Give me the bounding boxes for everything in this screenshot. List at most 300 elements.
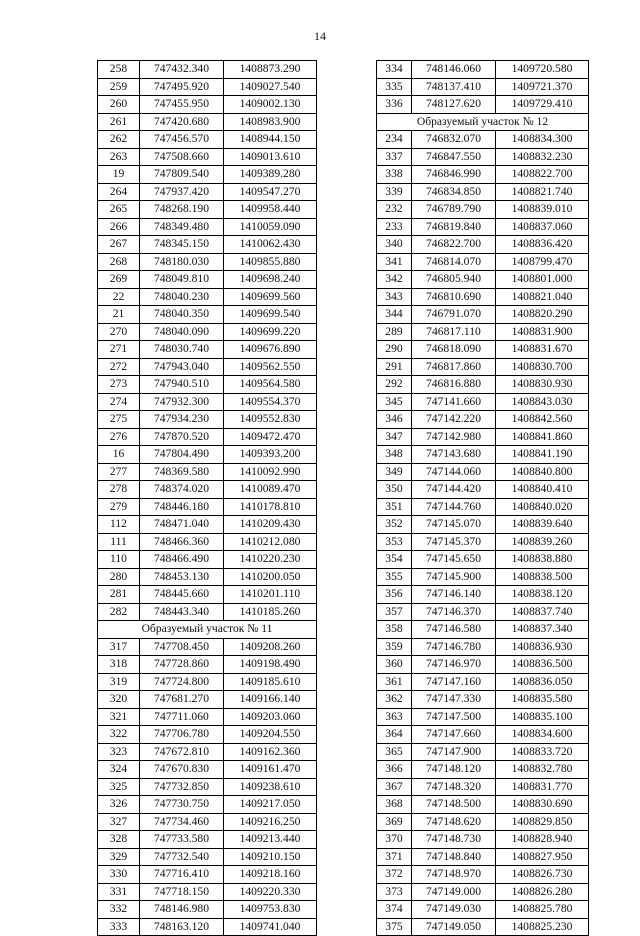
point-number-cell: 356 bbox=[377, 586, 412, 604]
x-coordinate-cell: 747142.980 bbox=[412, 428, 496, 446]
table-row bbox=[98, 463, 317, 481]
table-row bbox=[377, 288, 589, 306]
table-row bbox=[377, 201, 589, 219]
table-row bbox=[377, 638, 589, 656]
point-number-cell: 323 bbox=[98, 743, 140, 761]
table-row bbox=[98, 533, 317, 551]
point-number-cell: 319 bbox=[98, 673, 140, 691]
table-row bbox=[377, 236, 589, 254]
y-coordinate-cell: 1410092.990 bbox=[224, 463, 317, 481]
y-coordinate-cell: 1408831.670 bbox=[496, 341, 589, 359]
y-coordinate-cell: 1408840.800 bbox=[496, 463, 589, 481]
table-row bbox=[98, 236, 317, 254]
x-coordinate-cell: 747143.680 bbox=[412, 446, 496, 464]
point-number-cell: 351 bbox=[377, 498, 412, 516]
table-row bbox=[98, 411, 317, 429]
y-coordinate-cell: 1409552.830 bbox=[224, 411, 317, 429]
y-coordinate-cell: 1408832.230 bbox=[496, 148, 589, 166]
point-number-cell: 19 bbox=[98, 166, 140, 184]
table-row bbox=[98, 656, 317, 674]
point-number-cell: 350 bbox=[377, 481, 412, 499]
y-coordinate-cell: 1409753.830 bbox=[224, 901, 317, 919]
y-coordinate-cell: 1409218.160 bbox=[224, 866, 317, 884]
y-coordinate-cell: 1408831.900 bbox=[496, 323, 589, 341]
y-coordinate-cell: 1409220.330 bbox=[224, 883, 317, 901]
table-row bbox=[377, 551, 589, 569]
y-coordinate-cell: 1408821.740 bbox=[496, 183, 589, 201]
point-number-cell: 318 bbox=[98, 656, 140, 674]
x-coordinate-cell: 747144.420 bbox=[412, 481, 496, 499]
point-number-cell: 370 bbox=[377, 831, 412, 849]
point-number-cell: 340 bbox=[377, 236, 412, 254]
table-row bbox=[98, 813, 317, 831]
point-number-cell: 342 bbox=[377, 271, 412, 289]
y-coordinate-cell: 1410200.050 bbox=[224, 568, 317, 586]
point-number-cell: 272 bbox=[98, 358, 140, 376]
x-coordinate-cell: 748040.350 bbox=[140, 306, 224, 324]
point-number-cell: 276 bbox=[98, 428, 140, 446]
x-coordinate-cell: 747730.750 bbox=[140, 796, 224, 814]
y-coordinate-cell: 1408826.730 bbox=[496, 866, 589, 884]
y-coordinate-cell: 1409027.540 bbox=[224, 78, 317, 96]
y-coordinate-cell: 1408830.930 bbox=[496, 376, 589, 394]
y-coordinate-cell: 1409204.550 bbox=[224, 726, 317, 744]
x-coordinate-cell: 748446.180 bbox=[140, 498, 224, 516]
point-number-cell: 343 bbox=[377, 288, 412, 306]
x-coordinate-cell: 748345.150 bbox=[140, 236, 224, 254]
table-row bbox=[377, 183, 589, 201]
table-row bbox=[377, 411, 589, 429]
y-coordinate-cell: 1408836.420 bbox=[496, 236, 589, 254]
point-number-cell: 353 bbox=[377, 533, 412, 551]
y-coordinate-cell: 1409721.370 bbox=[496, 78, 589, 96]
y-coordinate-cell: 1408840.410 bbox=[496, 481, 589, 499]
x-coordinate-cell: 747148.500 bbox=[412, 796, 496, 814]
point-number-cell: 290 bbox=[377, 341, 412, 359]
point-number-cell: 268 bbox=[98, 253, 140, 271]
x-coordinate-cell: 748040.090 bbox=[140, 323, 224, 341]
table-row bbox=[98, 743, 317, 761]
section-heading-row bbox=[377, 113, 589, 131]
x-coordinate-cell: 747734.460 bbox=[140, 813, 224, 831]
point-number-cell: 354 bbox=[377, 551, 412, 569]
y-coordinate-cell: 1409562.550 bbox=[224, 358, 317, 376]
table-row bbox=[377, 516, 589, 534]
point-number-cell: 347 bbox=[377, 428, 412, 446]
x-coordinate-cell: 748443.340 bbox=[140, 603, 224, 621]
x-coordinate-cell: 748163.120 bbox=[140, 918, 224, 936]
x-coordinate-cell: 747809.540 bbox=[140, 166, 224, 184]
y-coordinate-cell: 1410220.230 bbox=[224, 551, 317, 569]
y-coordinate-cell: 1408830.700 bbox=[496, 358, 589, 376]
table-row bbox=[377, 271, 589, 289]
section-heading-row bbox=[98, 621, 317, 639]
point-number-cell: 278 bbox=[98, 481, 140, 499]
point-number-cell: 375 bbox=[377, 918, 412, 936]
point-number-cell: 326 bbox=[98, 796, 140, 814]
point-number-cell: 371 bbox=[377, 848, 412, 866]
y-coordinate-cell: 1408827.950 bbox=[496, 848, 589, 866]
table-row bbox=[377, 306, 589, 324]
x-coordinate-cell: 748369.580 bbox=[140, 463, 224, 481]
point-number-cell: 282 bbox=[98, 603, 140, 621]
x-coordinate-cell: 746816.880 bbox=[412, 376, 496, 394]
y-coordinate-cell: 1408829.850 bbox=[496, 813, 589, 831]
x-coordinate-cell: 746822.700 bbox=[412, 236, 496, 254]
y-coordinate-cell: 1409166.140 bbox=[224, 691, 317, 709]
y-coordinate-cell: 1408834.600 bbox=[496, 726, 589, 744]
point-number-cell: 365 bbox=[377, 743, 412, 761]
x-coordinate-cell: 748146.060 bbox=[412, 61, 496, 79]
point-number-cell: 362 bbox=[377, 691, 412, 709]
x-coordinate-cell: 747732.540 bbox=[140, 848, 224, 866]
y-coordinate-cell: 1409564.580 bbox=[224, 376, 317, 394]
x-coordinate-cell: 747672.810 bbox=[140, 743, 224, 761]
table-row bbox=[377, 376, 589, 394]
table-row bbox=[98, 393, 317, 411]
point-number-cell: 337 bbox=[377, 148, 412, 166]
x-coordinate-cell: 747147.500 bbox=[412, 708, 496, 726]
y-coordinate-cell: 1408873.290 bbox=[224, 61, 317, 79]
point-number-cell: 274 bbox=[98, 393, 140, 411]
x-coordinate-cell: 748466.360 bbox=[140, 533, 224, 551]
table-row bbox=[377, 323, 589, 341]
x-coordinate-cell: 747455.950 bbox=[140, 96, 224, 114]
point-number-cell: 345 bbox=[377, 393, 412, 411]
x-coordinate-cell: 747804.490 bbox=[140, 446, 224, 464]
point-number-cell: 289 bbox=[377, 323, 412, 341]
x-coordinate-cell: 747733.580 bbox=[140, 831, 224, 849]
table-row bbox=[377, 726, 589, 744]
point-number-cell: 367 bbox=[377, 778, 412, 796]
x-coordinate-cell: 747144.060 bbox=[412, 463, 496, 481]
x-coordinate-cell: 746814.070 bbox=[412, 253, 496, 271]
x-coordinate-cell: 747141.660 bbox=[412, 393, 496, 411]
table-row bbox=[98, 271, 317, 289]
table-row bbox=[98, 481, 317, 499]
y-coordinate-cell: 1408821.040 bbox=[496, 288, 589, 306]
point-number-cell: 275 bbox=[98, 411, 140, 429]
x-coordinate-cell: 747147.900 bbox=[412, 743, 496, 761]
y-coordinate-cell: 1409393.200 bbox=[224, 446, 317, 464]
x-coordinate-cell: 746817.860 bbox=[412, 358, 496, 376]
table-row bbox=[377, 743, 589, 761]
point-number-cell: 349 bbox=[377, 463, 412, 481]
point-number-cell: 21 bbox=[98, 306, 140, 324]
x-coordinate-cell: 747148.840 bbox=[412, 848, 496, 866]
y-coordinate-cell: 1408839.640 bbox=[496, 516, 589, 534]
y-coordinate-cell: 1408825.230 bbox=[496, 918, 589, 936]
y-coordinate-cell: 1409208.260 bbox=[224, 638, 317, 656]
table-row bbox=[377, 848, 589, 866]
table-row bbox=[98, 848, 317, 866]
table-row bbox=[377, 918, 589, 936]
point-number-cell: 322 bbox=[98, 726, 140, 744]
point-number-cell: 259 bbox=[98, 78, 140, 96]
x-coordinate-cell: 747149.050 bbox=[412, 918, 496, 936]
point-number-cell: 292 bbox=[377, 376, 412, 394]
table-row bbox=[98, 113, 317, 131]
table-row bbox=[98, 883, 317, 901]
x-coordinate-cell: 748349.480 bbox=[140, 218, 224, 236]
table-row bbox=[377, 498, 589, 516]
table-row bbox=[377, 691, 589, 709]
table-row bbox=[377, 78, 589, 96]
point-number-cell: 324 bbox=[98, 761, 140, 779]
y-coordinate-cell: 1409699.540 bbox=[224, 306, 317, 324]
table-row bbox=[377, 61, 589, 79]
table-row bbox=[98, 918, 317, 936]
y-coordinate-cell: 1408837.060 bbox=[496, 218, 589, 236]
section-heading: Образуемый участок № 12 bbox=[377, 113, 589, 131]
y-coordinate-cell: 1408838.500 bbox=[496, 568, 589, 586]
point-number-cell: 327 bbox=[98, 813, 140, 831]
table-row bbox=[377, 481, 589, 499]
x-coordinate-cell: 746810.690 bbox=[412, 288, 496, 306]
table-row bbox=[98, 761, 317, 779]
point-number-cell: 338 bbox=[377, 166, 412, 184]
y-coordinate-cell: 1409554.370 bbox=[224, 393, 317, 411]
table-row bbox=[377, 586, 589, 604]
x-coordinate-cell: 748137.410 bbox=[412, 78, 496, 96]
y-coordinate-cell: 1409720.580 bbox=[496, 61, 589, 79]
table-row bbox=[98, 166, 317, 184]
table-row bbox=[377, 673, 589, 691]
x-coordinate-cell: 747870.520 bbox=[140, 428, 224, 446]
point-number-cell: 363 bbox=[377, 708, 412, 726]
table-row bbox=[98, 726, 317, 744]
table-row bbox=[98, 498, 317, 516]
table-row bbox=[377, 463, 589, 481]
point-number-cell: 317 bbox=[98, 638, 140, 656]
y-coordinate-cell: 1408836.050 bbox=[496, 673, 589, 691]
table-row bbox=[98, 376, 317, 394]
point-number-cell: 352 bbox=[377, 516, 412, 534]
table-row bbox=[98, 446, 317, 464]
x-coordinate-cell: 747940.510 bbox=[140, 376, 224, 394]
point-number-cell: 264 bbox=[98, 183, 140, 201]
point-number-cell: 330 bbox=[98, 866, 140, 884]
table-row bbox=[377, 341, 589, 359]
x-coordinate-cell: 748471.040 bbox=[140, 516, 224, 534]
x-coordinate-cell: 747147.160 bbox=[412, 673, 496, 691]
point-number-cell: 355 bbox=[377, 568, 412, 586]
y-coordinate-cell: 1408983.900 bbox=[224, 113, 317, 131]
x-coordinate-cell: 746805.940 bbox=[412, 271, 496, 289]
table-row bbox=[377, 96, 589, 114]
table-row bbox=[377, 831, 589, 849]
table-row bbox=[98, 218, 317, 236]
y-coordinate-cell: 1409210.150 bbox=[224, 848, 317, 866]
point-number-cell: 333 bbox=[98, 918, 140, 936]
point-number-cell: 332 bbox=[98, 901, 140, 919]
table-row bbox=[98, 131, 317, 149]
x-coordinate-cell: 747670.830 bbox=[140, 761, 224, 779]
point-number-cell: 335 bbox=[377, 78, 412, 96]
table-row bbox=[98, 551, 317, 569]
y-coordinate-cell: 1409238.610 bbox=[224, 778, 317, 796]
point-number-cell: 234 bbox=[377, 131, 412, 149]
x-coordinate-cell: 747943.040 bbox=[140, 358, 224, 376]
point-number-cell: 348 bbox=[377, 446, 412, 464]
x-coordinate-cell: 747147.330 bbox=[412, 691, 496, 709]
y-coordinate-cell: 1410062.430 bbox=[224, 236, 317, 254]
point-number-cell: 233 bbox=[377, 218, 412, 236]
x-coordinate-cell: 746847.550 bbox=[412, 148, 496, 166]
y-coordinate-cell: 1409389.280 bbox=[224, 166, 317, 184]
table-row bbox=[98, 201, 317, 219]
point-number-cell: 358 bbox=[377, 621, 412, 639]
table-row bbox=[98, 708, 317, 726]
x-coordinate-cell: 747148.320 bbox=[412, 778, 496, 796]
point-number-cell: 360 bbox=[377, 656, 412, 674]
x-coordinate-cell: 747724.800 bbox=[140, 673, 224, 691]
y-coordinate-cell: 1410201.110 bbox=[224, 586, 317, 604]
table-row bbox=[98, 673, 317, 691]
x-coordinate-cell: 747144.760 bbox=[412, 498, 496, 516]
table-row bbox=[98, 323, 317, 341]
y-coordinate-cell: 1408838.120 bbox=[496, 586, 589, 604]
y-coordinate-cell: 1408833.720 bbox=[496, 743, 589, 761]
point-number-cell: 258 bbox=[98, 61, 140, 79]
table-row bbox=[98, 148, 317, 166]
y-coordinate-cell: 1408835.100 bbox=[496, 708, 589, 726]
y-coordinate-cell: 1408837.340 bbox=[496, 621, 589, 639]
x-coordinate-cell: 747147.660 bbox=[412, 726, 496, 744]
table-row bbox=[98, 183, 317, 201]
point-number-cell: 22 bbox=[98, 288, 140, 306]
table-row bbox=[98, 831, 317, 849]
table-row bbox=[377, 621, 589, 639]
y-coordinate-cell: 1408841.860 bbox=[496, 428, 589, 446]
table-row bbox=[377, 568, 589, 586]
x-coordinate-cell: 747145.070 bbox=[412, 516, 496, 534]
table-row bbox=[377, 883, 589, 901]
table-row bbox=[377, 813, 589, 831]
y-coordinate-cell: 1408944.150 bbox=[224, 131, 317, 149]
point-number-cell: 372 bbox=[377, 866, 412, 884]
point-number-cell: 366 bbox=[377, 761, 412, 779]
point-number-cell: 374 bbox=[377, 901, 412, 919]
y-coordinate-cell: 1408837.740 bbox=[496, 603, 589, 621]
table-row bbox=[377, 428, 589, 446]
point-number-cell: 110 bbox=[98, 551, 140, 569]
table-row bbox=[377, 218, 589, 236]
point-number-cell: 368 bbox=[377, 796, 412, 814]
table-row bbox=[98, 78, 317, 96]
coordinates-table-right bbox=[376, 60, 589, 936]
x-coordinate-cell: 747508.660 bbox=[140, 148, 224, 166]
x-coordinate-cell: 747146.580 bbox=[412, 621, 496, 639]
x-coordinate-cell: 748453.130 bbox=[140, 568, 224, 586]
x-coordinate-cell: 748268.190 bbox=[140, 201, 224, 219]
table-row bbox=[98, 866, 317, 884]
table-row bbox=[377, 866, 589, 884]
y-coordinate-cell: 1410089.470 bbox=[224, 481, 317, 499]
point-number-cell: 260 bbox=[98, 96, 140, 114]
point-number-cell: 269 bbox=[98, 271, 140, 289]
x-coordinate-cell: 747495.920 bbox=[140, 78, 224, 96]
table-row bbox=[98, 778, 317, 796]
x-coordinate-cell: 747456.570 bbox=[140, 131, 224, 149]
x-coordinate-cell: 748127.620 bbox=[412, 96, 496, 114]
y-coordinate-cell: 1408839.260 bbox=[496, 533, 589, 551]
y-coordinate-cell: 1410209.430 bbox=[224, 516, 317, 534]
point-number-cell: 369 bbox=[377, 813, 412, 831]
y-coordinate-cell: 1408838.880 bbox=[496, 551, 589, 569]
x-coordinate-cell: 748374.020 bbox=[140, 481, 224, 499]
x-coordinate-cell: 747146.370 bbox=[412, 603, 496, 621]
table-row bbox=[377, 796, 589, 814]
x-coordinate-cell: 747146.780 bbox=[412, 638, 496, 656]
y-coordinate-cell: 1409161.470 bbox=[224, 761, 317, 779]
y-coordinate-cell: 1409958.440 bbox=[224, 201, 317, 219]
table-row bbox=[98, 638, 317, 656]
point-number-cell: 364 bbox=[377, 726, 412, 744]
table-row bbox=[377, 358, 589, 376]
point-number-cell: 270 bbox=[98, 323, 140, 341]
x-coordinate-cell: 747142.220 bbox=[412, 411, 496, 429]
x-coordinate-cell: 746791.070 bbox=[412, 306, 496, 324]
y-coordinate-cell: 1408841.190 bbox=[496, 446, 589, 464]
y-coordinate-cell: 1409547.270 bbox=[224, 183, 317, 201]
y-coordinate-cell: 1408835.580 bbox=[496, 691, 589, 709]
table-row bbox=[98, 306, 317, 324]
point-number-cell: 373 bbox=[377, 883, 412, 901]
table-row bbox=[98, 96, 317, 114]
y-coordinate-cell: 1408834.300 bbox=[496, 131, 589, 149]
table-row bbox=[98, 603, 317, 621]
point-number-cell: 357 bbox=[377, 603, 412, 621]
y-coordinate-cell: 1408839.010 bbox=[496, 201, 589, 219]
x-coordinate-cell: 747711.060 bbox=[140, 708, 224, 726]
table-row bbox=[377, 603, 589, 621]
point-number-cell: 334 bbox=[377, 61, 412, 79]
table-row bbox=[377, 148, 589, 166]
y-coordinate-cell: 1409002.130 bbox=[224, 96, 317, 114]
point-number-cell: 331 bbox=[98, 883, 140, 901]
point-number-cell: 273 bbox=[98, 376, 140, 394]
x-coordinate-cell: 746818.090 bbox=[412, 341, 496, 359]
table-row bbox=[377, 393, 589, 411]
table-row bbox=[98, 516, 317, 534]
point-number-cell: 346 bbox=[377, 411, 412, 429]
table-row bbox=[98, 288, 317, 306]
y-coordinate-cell: 1409217.050 bbox=[224, 796, 317, 814]
y-coordinate-cell: 1410059.090 bbox=[224, 218, 317, 236]
y-coordinate-cell: 1409213.440 bbox=[224, 831, 317, 849]
y-coordinate-cell: 1408831.770 bbox=[496, 778, 589, 796]
x-coordinate-cell: 747432.340 bbox=[140, 61, 224, 79]
y-coordinate-cell: 1409698.240 bbox=[224, 271, 317, 289]
point-number-cell: 265 bbox=[98, 201, 140, 219]
point-number-cell: 266 bbox=[98, 218, 140, 236]
y-coordinate-cell: 1409729.410 bbox=[496, 96, 589, 114]
x-coordinate-cell: 747146.140 bbox=[412, 586, 496, 604]
y-coordinate-cell: 1410212.080 bbox=[224, 533, 317, 551]
x-coordinate-cell: 747728.860 bbox=[140, 656, 224, 674]
x-coordinate-cell: 747145.900 bbox=[412, 568, 496, 586]
point-number-cell: 111 bbox=[98, 533, 140, 551]
x-coordinate-cell: 747420.680 bbox=[140, 113, 224, 131]
x-coordinate-cell: 748030.740 bbox=[140, 341, 224, 359]
table-row bbox=[377, 166, 589, 184]
y-coordinate-cell: 1408842.560 bbox=[496, 411, 589, 429]
y-coordinate-cell: 1408836.930 bbox=[496, 638, 589, 656]
table-row bbox=[377, 131, 589, 149]
x-coordinate-cell: 747937.420 bbox=[140, 183, 224, 201]
x-coordinate-cell: 746832.070 bbox=[412, 131, 496, 149]
